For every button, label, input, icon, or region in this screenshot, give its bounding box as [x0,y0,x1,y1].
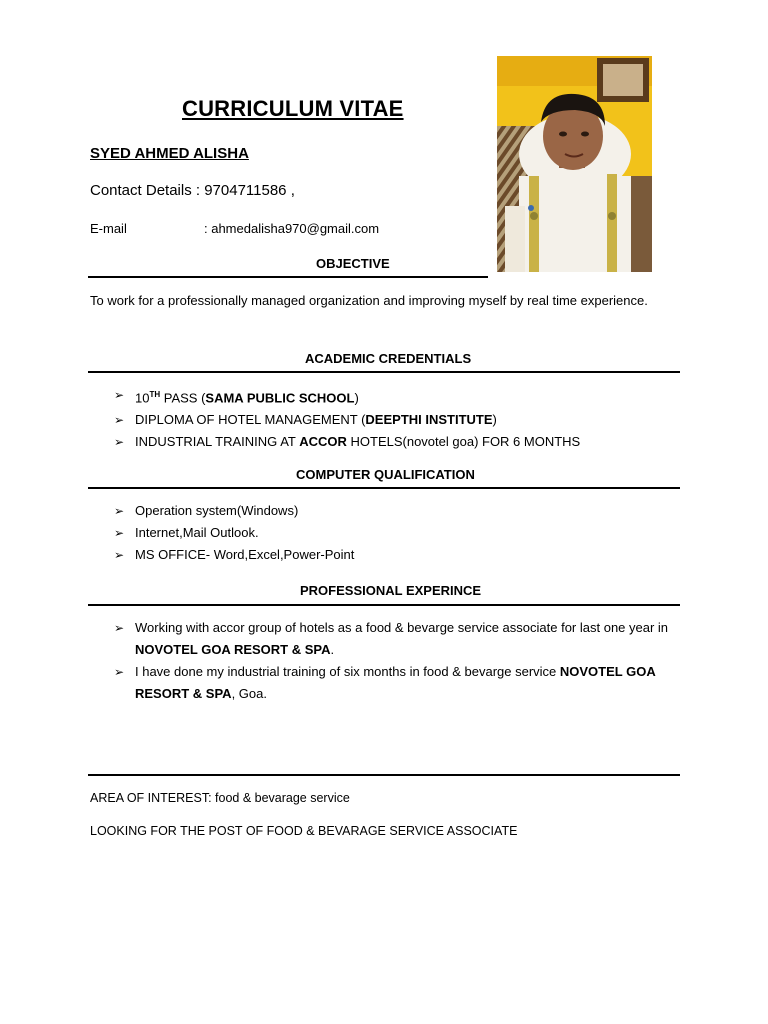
objective-text: To work for a professionally managed organization and improving myself by real time experience. [90,293,648,308]
arrow-bullet-icon: ➢ [114,504,125,518]
document-title: CURRICULUM VITAE [182,96,404,121]
list-item: ➢ Internet,Mail Outlook. [90,522,680,544]
divider [88,276,488,278]
divider [88,604,680,606]
list-item: ➢ MS OFFICE- Word,Excel,Power-Point [90,544,680,566]
contact-value: 9704711586 , [204,182,295,199]
area-of-interest: AREA OF INTEREST: food & bevarage service [90,791,350,805]
academic-heading: ACADEMIC CREDENTIALS [305,351,472,366]
contact-label: Contact Details : [90,182,201,199]
divider [88,371,680,373]
academic-list [90,384,680,453]
list-item: ➢ I have done my industrial training of six months in food & bevarge service NOVOTEL GOA RESORT & SPA, Goa. [90,661,680,705]
looking-for-post: LOOKING FOR THE POST OF FOOD & BEVARAGE SERVICE ASSOCIATE [90,824,518,838]
email-value: : ahmedalisha970@gmail.com [204,221,380,236]
candidate-name: SYED AHMED ALISHA [90,145,249,162]
professional-heading: PROFESSIONAL EXPERINCE [300,583,482,598]
arrow-bullet-icon: ➢ [114,548,125,562]
arrow-bullet-icon: ➢ [114,621,125,635]
list-item: ➢ 10TH PASS (SAMA PUBLIC SCHOOL) [90,384,680,409]
email-label: E-mail [90,221,127,236]
profile-photo [497,56,652,272]
arrow-bullet-icon: ➢ [114,665,125,679]
professional-list [90,617,680,705]
computer-heading: COMPUTER QUALIFICATION [296,467,475,482]
objective-heading: OBJECTIVE [316,256,390,271]
arrow-bullet-icon: ➢ [114,388,125,402]
arrow-bullet-icon: ➢ [114,413,125,428]
divider [88,487,680,489]
arrow-bullet-icon: ➢ [114,435,125,450]
list-item: ➢ Working with accor group of hotels as a food & bevarge service associate for last one year in NOVOTEL GOA RESORT & SPA. [90,617,680,661]
computer-list [90,500,680,566]
divider [88,774,680,776]
contact-details [90,182,295,199]
list-item: ➢ INDUSTRIAL TRAINING AT ACCOR HOTELS(novotel goa) FOR 6 MONTHS [90,431,680,453]
arrow-bullet-icon: ➢ [114,526,125,540]
list-item: ➢ Operation system(Windows) [90,500,680,522]
list-item: ➢ DIPLOMA OF HOTEL MANAGEMENT (DEEPTHI INSTITUTE) [90,409,680,431]
